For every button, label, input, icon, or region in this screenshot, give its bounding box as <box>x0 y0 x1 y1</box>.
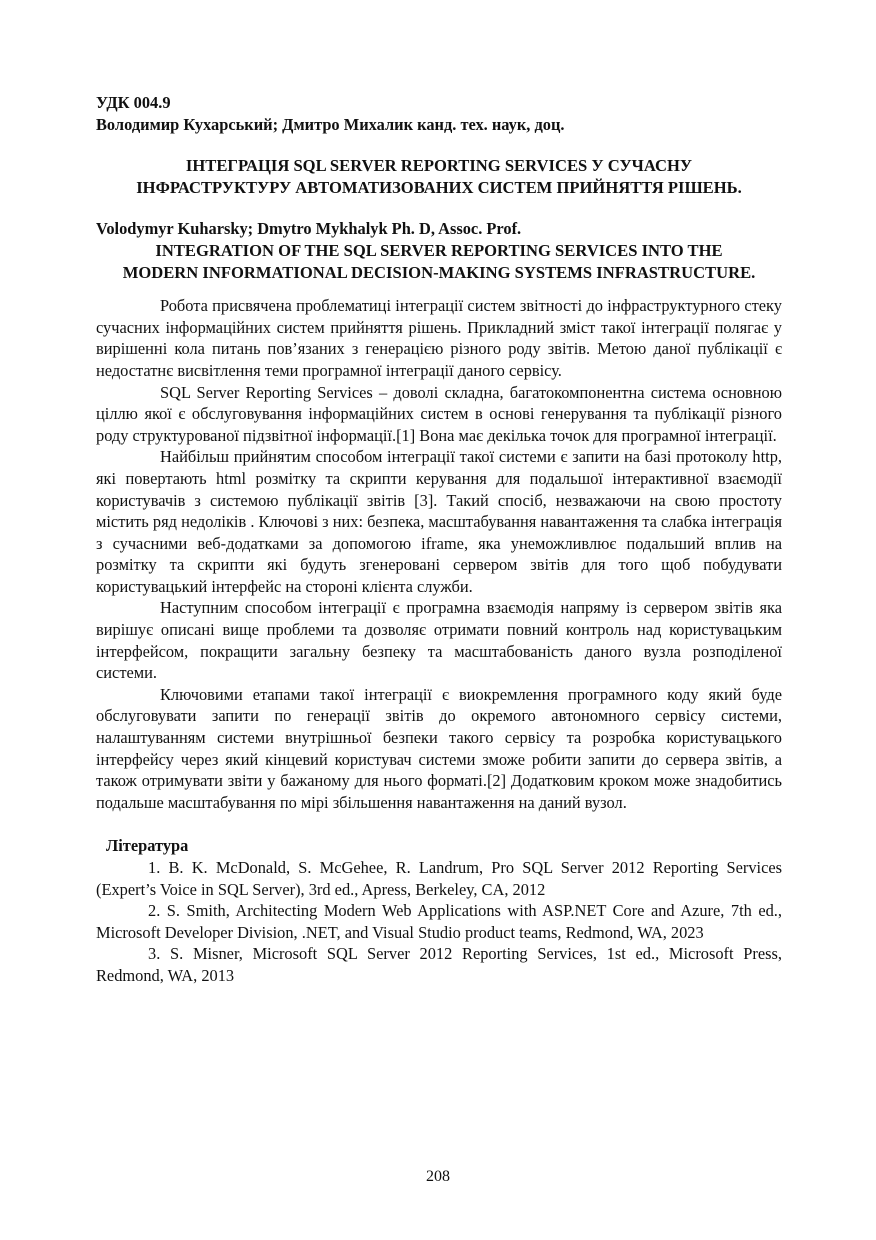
title-english-line-1: INTEGRATION OF THE SQL SERVER REPORTING SERVICES INTO THE <box>155 240 723 260</box>
body-text <box>96 295 782 813</box>
authors-english: Volodymyr Kuharsky; Dmytro Mykhalyk Ph. D, Assoc. Prof. <box>96 219 522 239</box>
title-english-line-2: MODERN INFORMATIONAL DECISION-MAKING SYSTEMS INFRASTRUCTURE. <box>122 262 756 282</box>
references-list <box>96 857 782 987</box>
authors-ukrainian: Володимир Кухарський; Дмитро Михалик канд. тех. наук, доц. <box>96 114 565 134</box>
body-paragraph: Ключовими етапами такої інтеграції є виокремлення програмного коду який буде обслуговувати запити по генерації звітів до окремого автономного сервісу системи, налаштуванням системи внутрішньої безпеки такого сервісу та розробка користувацького інтерфейсу через який кінцевий користувач системи зможе робити запити до сервера звітів, а також отримувати звіти у бажаному для нього форматі.[2] Додатковим кроком може знадобитись подальше масштабування по мірі збільшення навантаження на даний вузол. <box>96 684 782 812</box>
title-english <box>96 240 782 283</box>
references-heading: Література <box>106 836 189 856</box>
title-ukrainian-line-2: ІНФРАСТРУКТУРУ АВТОМАТИЗОВАНИХ СИСТЕМ ПРИЙНЯТТЯ РІШЕНЬ. <box>136 177 742 197</box>
reference-item: 2. S. Smith, Architecting Modern Web Applications with ASP.NET Core and Azure, 7th ed., Microsoft Developer Division, .NET, and Visual Studio product teams, Redmond, WA, 2023 <box>96 901 782 942</box>
body-paragraph: Найбільш прийнятим способом інтеграції такої системи є запити на базі протоколу http, які повертають html розмітку та скрипти керування для подальшої інтерактивної взаємодії користувачів з системою публікації звітів [3]. Такий спосіб, незважаючи на свою простоту містить ряд недоліків . Ключові з них: безпека, масштабування навантаження та слабка інтеграція з сучасними веб-додатками за допомогою iframe, яка унеможливлює подальший вплив на розмітку та скрипти які будуть згенеровані сервером звітів для того щоб побудувати користувацький інтерфейс на стороні клієнта служби. <box>96 447 782 596</box>
body-paragraph: Наступним способом інтеграції є програмна взаємодія напряму із сервером звітів яка вирішує описані вище проблеми та дозволяє отримати повний контроль над користувацьким інтерфейсом, покращити загальну безпеку та масштабованість даного вузла розподіленої системи. <box>96 598 782 683</box>
udk-code: УДК 004.9 <box>96 93 171 112</box>
page-number: 208 <box>426 1168 450 1185</box>
body-paragraph: SQL Server Reporting Services – доволі складна, багатокомпонентна система основною ціллю якої є обслуговування інформаційних систем в основі генерування та публікації різного роду структурованої підзвітної інформації.[1] Вона має декілька точок для програмної інтеграції. <box>96 382 782 445</box>
body-paragraph: Робота присвячена проблематиці інтеграції систем звітності до інфраструктурного стеку сучасних інформаційних систем прийняття рішень. Прикладний зміст такої інтеграції полягає у вирішенні кола питань пов’язаних з генерацією різного роду звітів. Метою даної публікації є недостатнє висвітлення теми програмної інтеграції даного сервісу. <box>96 296 782 380</box>
title-ukrainian-line-1: ІНТЕГРАЦІЯ SQL SERVER REPORTING SERVICES У СУЧАСНУ <box>185 156 693 176</box>
reference-item: 3. S. Misner, Microsoft SQL Server 2012 Reporting Services, 1st ed., Microsoft Press, Redmond, WA, 2013 <box>96 944 782 985</box>
title-ukrainian <box>96 155 782 198</box>
paper-page <box>96 92 782 987</box>
reference-item: 1. B. K. McDonald, S. McGehee, R. Landrum, Pro SQL Server 2012 Reporting Services (Expert’s Voice in SQL Server), 3rd ed., Apress, Berkeley, CA, 2012 <box>96 858 782 899</box>
